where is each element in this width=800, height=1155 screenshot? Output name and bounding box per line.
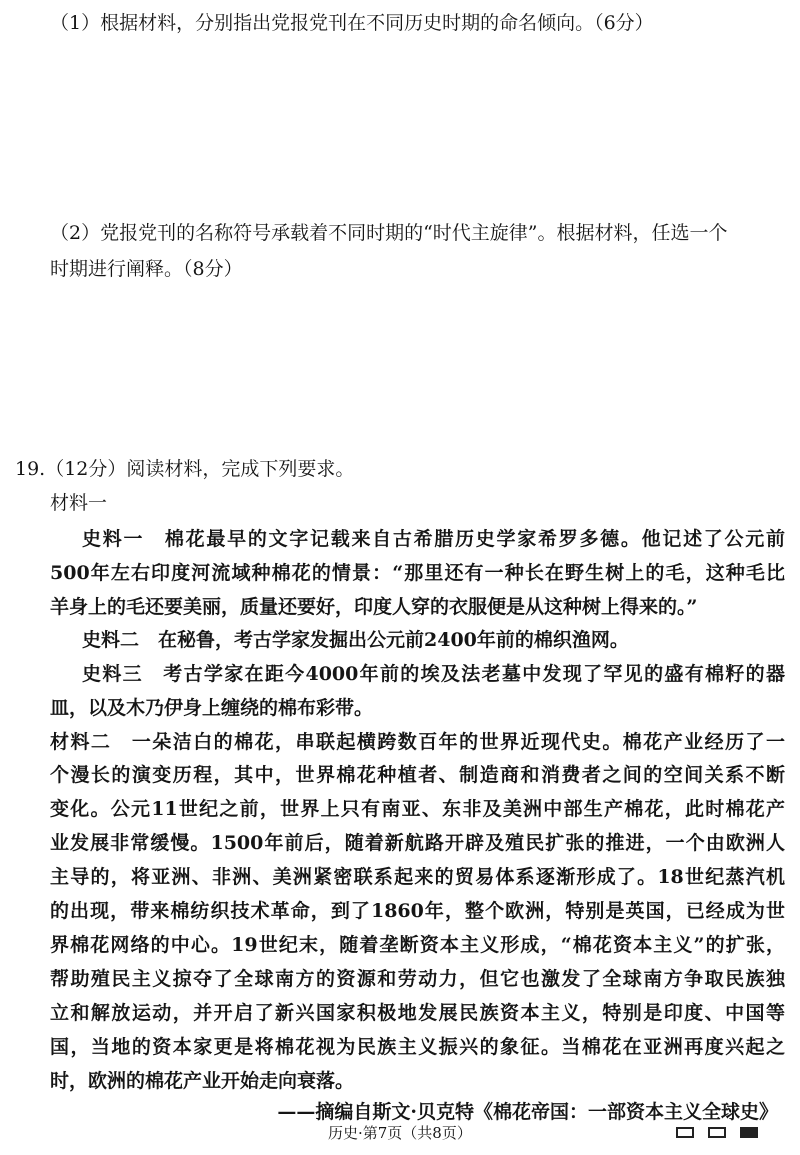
question-1: （1）根据材料，分别指出党报党刊在不同历史时期的命名倾向。（6分） <box>50 12 654 34</box>
material-1-line: 史料一 棉花最早的文字记载来自古希腊历史学家希罗多德。他记述了公元前 <box>82 528 785 550</box>
material-1-line: 500年左右印度河流域种棉花的情景：“那里还有一种长在野生树上的毛，这种毛比 <box>50 562 785 584</box>
question-2-line-1: （2）党报党刊的名称符号承载着不同时期的“时代主旋律”。根据材料，任选一个 <box>50 222 728 244</box>
question-2-line-2: 时期进行阐释。（8分） <box>50 258 243 280</box>
material-2-line: 个漫长的演变历程，其中，世界棉花种植者、制造商和消费者之间的空间关系不断 <box>50 764 785 786</box>
material-2-line: 变化。公元11世纪之前，世界上只有南亚、东非及美洲中部生产棉花，此时棉花产 <box>50 798 785 820</box>
material-1-line: 皿，以及木乃伊身上缠绕的棉布彩带。 <box>50 697 374 719</box>
material-2-line: 材料二 一朵洁白的棉花，串联起横跨数百年的世界近现代史。棉花产业经历了一 <box>50 731 785 753</box>
source-citation: ——摘编自斯文·贝克特《棉花帝国：一部资本主义全球史》 <box>277 1101 778 1123</box>
empty-box-icon <box>676 1127 694 1138</box>
filled-box-icon <box>740 1127 758 1138</box>
material-1-label: 材料一 <box>50 492 108 514</box>
material-2-line: 主导的，将亚洲、非洲、美洲紧密联系起来的贸易体系逐渐形成了。18世纪蒸汽机 <box>50 866 785 888</box>
material-2-line: 时，欧洲的棉花产业开始走向衰落。 <box>50 1070 355 1092</box>
empty-box-icon <box>708 1127 726 1138</box>
material-2-line: 立和解放运动，并开启了新兴国家积极地发展民族资本主义，特别是印度、中国等 <box>50 1002 785 1024</box>
scan-marks <box>676 1127 758 1138</box>
material-2-line: 业发展非常缓慢。1500年前后，随着新航路开辟及殖民扩张的推进，一个由欧洲人 <box>50 832 785 854</box>
material-1-line: 羊身上的毛还要美丽，质量还要好，印度人穿的衣服便是从这种树上得来的。” <box>50 596 698 618</box>
material-2-line: 帮助殖民主义掠夺了全球南方的资源和劳动力，但它也激发了全球南方争取民族独 <box>50 968 785 990</box>
material-1-line: 史料三 考古学家在距今4000年前的埃及法老墓中发现了罕见的盛有棉籽的器 <box>82 663 785 685</box>
material-1-line: 史料二 在秘鲁，考古学家发掘出公元前2400年前的棉织渔网。 <box>82 629 629 651</box>
material-2-line: 界棉花网络的中心。19世纪末，随着垄断资本主义形成，“棉花资本主义”的扩张， <box>50 934 785 956</box>
question-19-header: 19.（12分）阅读材料，完成下列要求。 <box>15 458 355 480</box>
material-2-line: 的出现，带来棉纺织技术革命，到了1860年，整个欧洲，特别是英国，已经成为世 <box>50 900 785 922</box>
page-number: 历史·第7页（共8页） <box>328 1124 472 1142</box>
material-2-line: 国，当地的资本家更是将棉花视为民族主义振兴的象征。当棉花在亚洲再度兴起之 <box>50 1036 785 1058</box>
